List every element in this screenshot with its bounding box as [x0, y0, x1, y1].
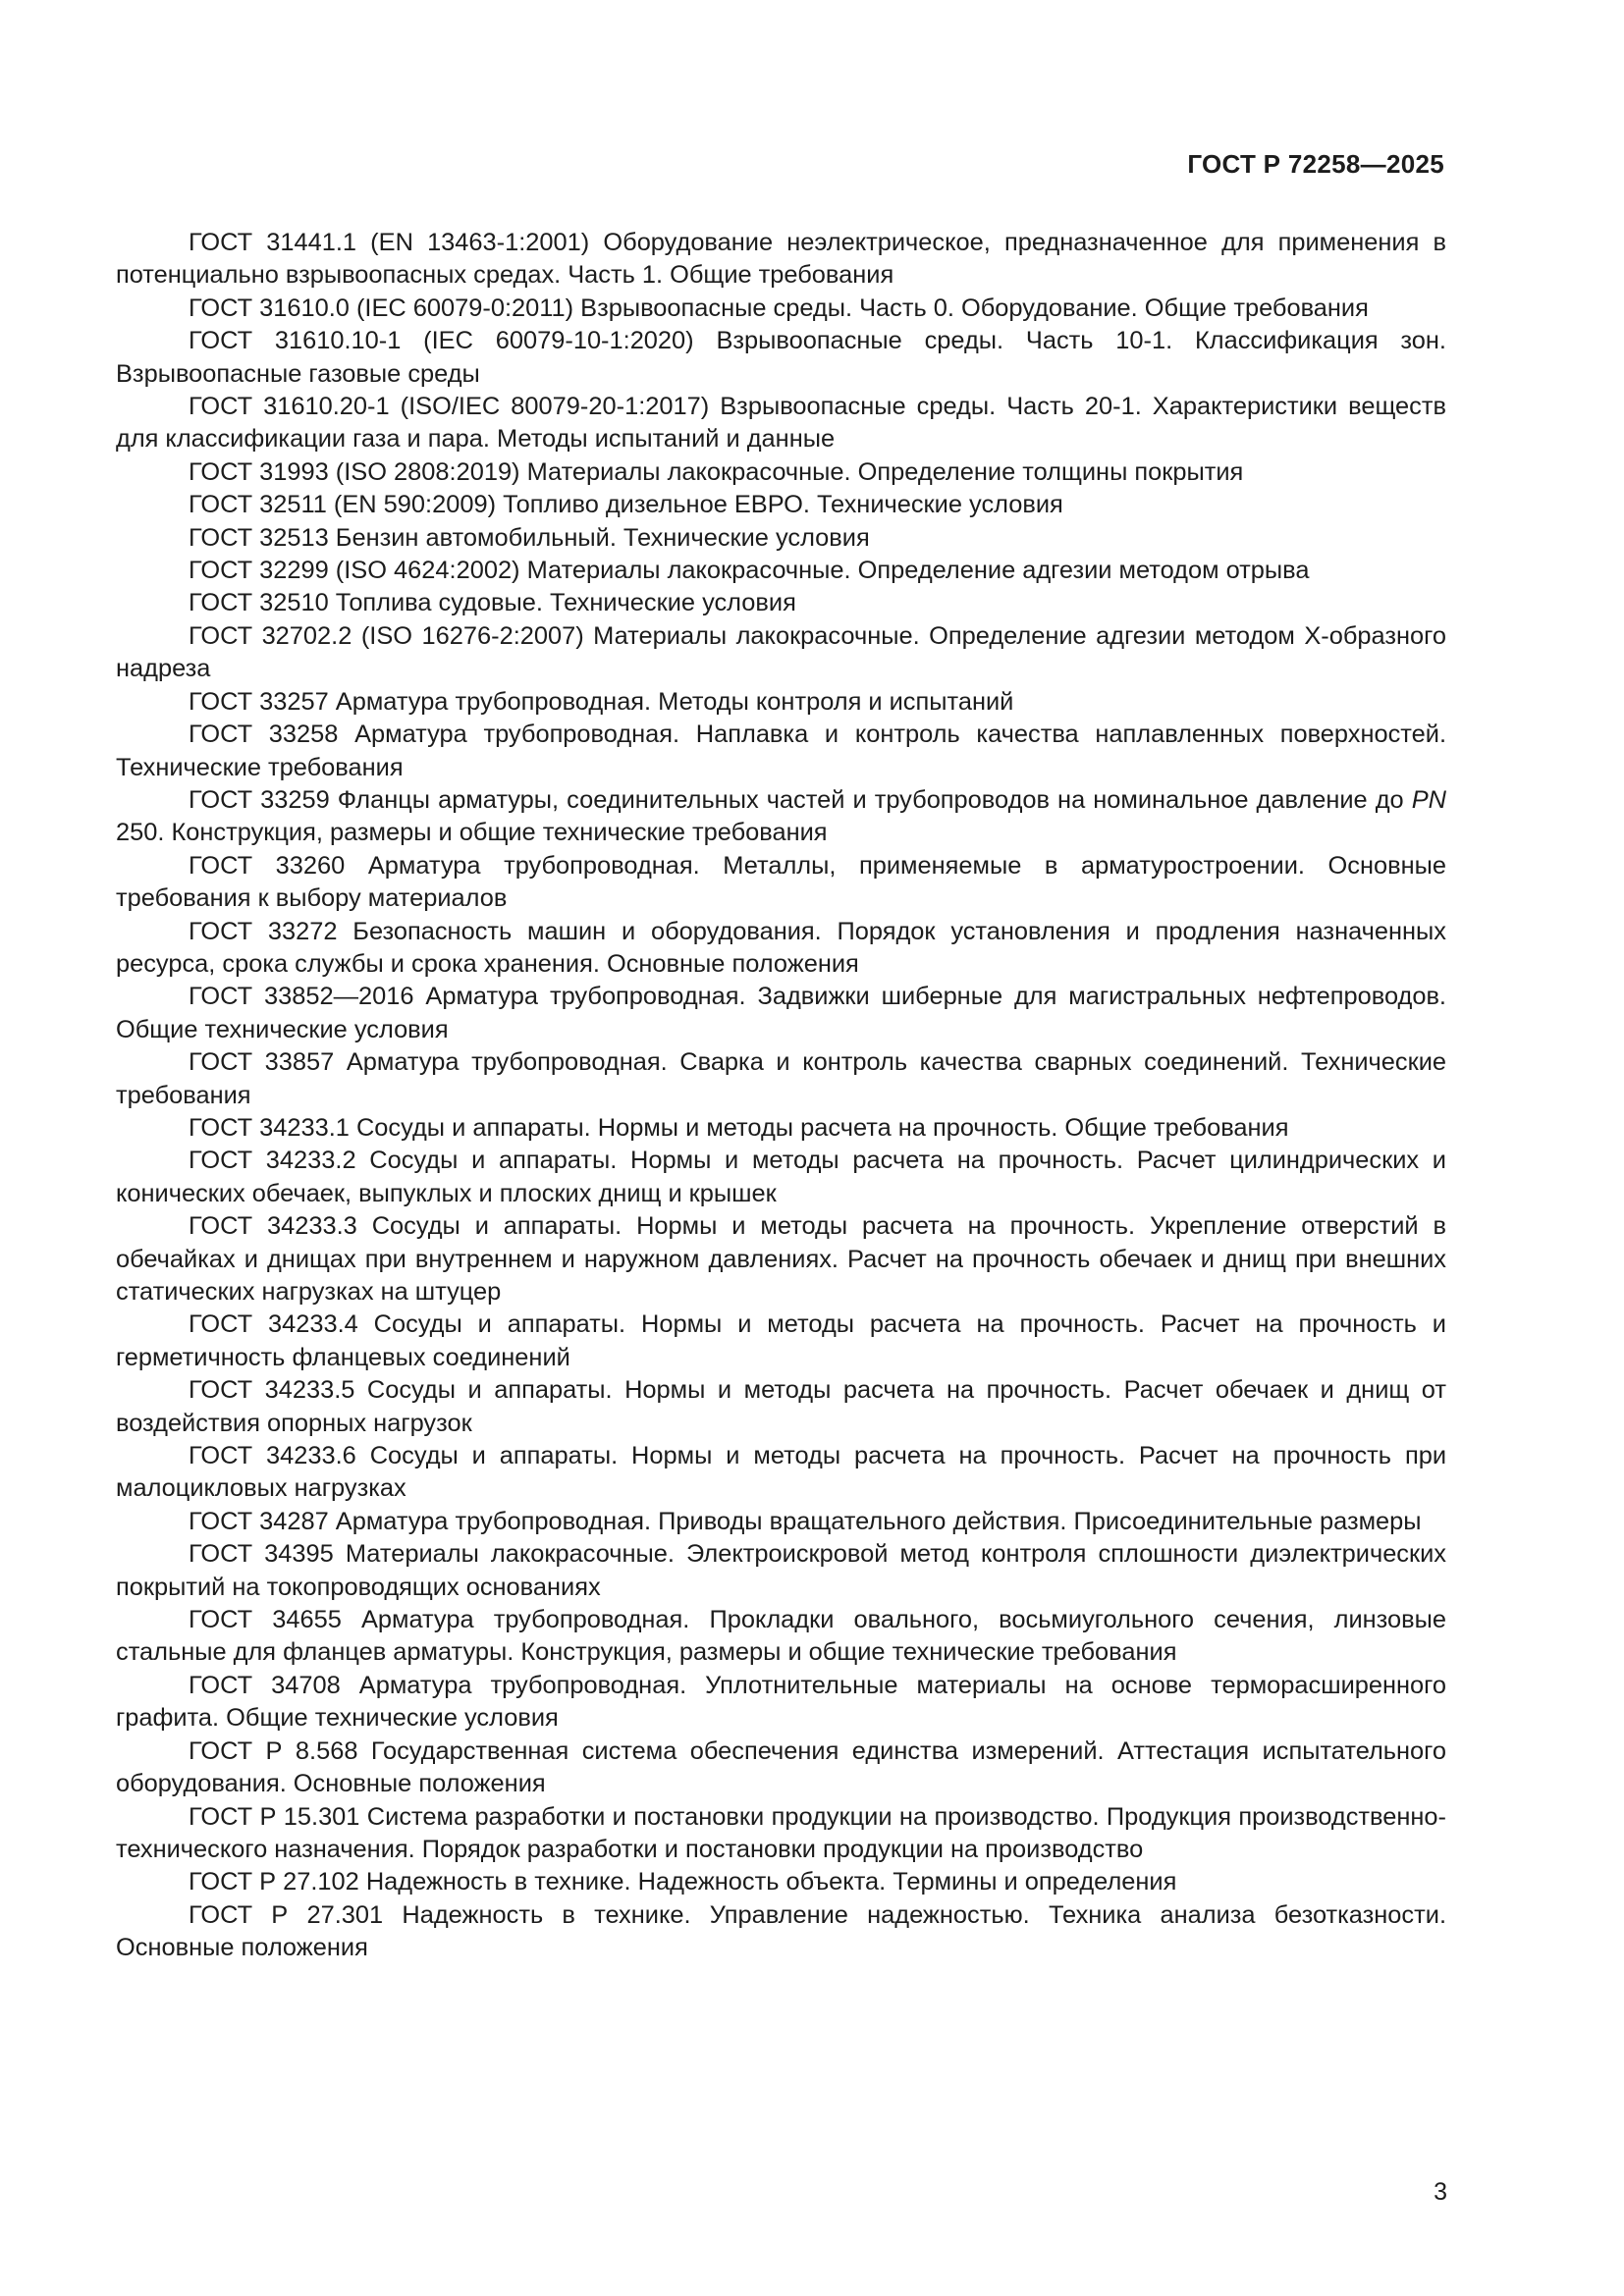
reference-entry: ГОСТ 33260 Арматура трубопроводная. Металлы, применяемые в арматуростроении. Основные требования к выбору материалов [116, 851, 1446, 913]
reference-entry: ГОСТ 34233.5 Сосуды и аппараты. Нормы и методы расчета на прочность. Расчет обечаек и днищ от воздействия опорных нагрузок [116, 1376, 1446, 1437]
reference-entry: ГОСТ Р 15.301 Система разработки и постановки продукции на производство. Продукция производственно-технического назначения. Порядок разработки и постановки продукции на производство [116, 1802, 1446, 1863]
reference-entry: ГОСТ 33857 Арматура трубопроводная. Сварка и контроль качества сварных соединений. Технические требования [116, 1048, 1446, 1109]
reference-entry: ГОСТ 34233.6 Сосуды и аппараты. Нормы и методы расчета на прочность. Расчет на прочность при малоцикловых нагрузках [116, 1442, 1446, 1503]
reference-entry: ГОСТ 32702.2 (ISO 16276-2:2007) Материалы лакокрасочные. Определение адгезии методом Х-образного надреза [116, 621, 1446, 683]
reference-entry: ГОСТ 34655 Арматура трубопроводная. Прокладки овального, восьмиугольного сечения, линзовые стальные для фланцев арматуры. Конструкция, размеры и общие технические требования [116, 1606, 1446, 1667]
normative-references-list [116, 227, 1446, 1965]
pressure-designation: PN [1411, 785, 1446, 814]
reference-entry: ГОСТ 34233.1 Сосуды и аппараты. Нормы и методы расчета на прочность. Общие требования [189, 1113, 1289, 1142]
reference-entry: ГОСТ 33852—2016 Арматура трубопроводная. Задвижки шиберные для магистральных нефтепроводов. Общие технические условия [116, 983, 1446, 1043]
reference-entry: ГОСТ 31610.10-1 (IEC 60079-10-1:2020) Взрывоопасные среды. Часть 10-1. Классификация зон. Взрывоопасные газовые среды [116, 327, 1446, 388]
reference-entry: ГОСТ 32299 (ISO 4624:2002) Материалы лакокрасочные. Определение адгезии методом отрыва [189, 557, 1310, 585]
page-number: 3 [1434, 2178, 1447, 2206]
reference-entry: ГОСТ 31610.20-1 (ISO/IEC 80079-20-1:2017) Взрывоопасные среды. Часть 20-1. Характеристики веществ для классификации газа и пара. Методы испытаний и данные [116, 393, 1446, 454]
reference-entry: ГОСТ 31993 (ISO 2808:2019) Материалы лакокрасочные. Определение толщины покрытия [189, 457, 1244, 486]
reference-text-part: ГОСТ 33259 Фланцы арматуры, соединительных частей и трубопроводов на номинальное давление до [189, 785, 1412, 814]
reference-entry: ГОСТ 33272 Безопасность машин и оборудования. Порядок установления и продления назначенных ресурса, срока службы и срока хранения. Основные положения [116, 917, 1446, 978]
reference-entry: ГОСТ 32513 Бензин автомобильный. Технические условия [189, 523, 870, 552]
reference-entry: ГОСТ 34233.3 Сосуды и аппараты. Нормы и методы расчета на прочность. Укрепление отверстий в обечайках и днищах при внутреннем и наружном давлениях. Расчет на прочность обечаек и днищ при внешних статических нагрузках на штуцер [116, 1212, 1446, 1306]
reference-entry: ГОСТ 34708 Арматура трубопроводная. Уплотнительные материалы на основе терморасширенного графита. Общие технические условия [116, 1671, 1446, 1733]
reference-entry [116, 784, 1446, 850]
reference-entry: ГОСТ 33257 Арматура трубопроводная. Методы контроля и испытаний [189, 687, 1014, 716]
reference-entry: ГОСТ Р 8.568 Государственная система обеспечения единства измерений. Аттестация испытательного оборудования. Основные положения [116, 1736, 1446, 1798]
reference-entry: ГОСТ 34233.4 Сосуды и аппараты. Нормы и методы расчета на прочность. Расчет на прочность и герметичность фланцевых соединений [116, 1310, 1446, 1371]
reference-entry: ГОСТ 32510 Топлива судовые. Технические условия [189, 589, 796, 617]
reference-text-part: 250. Конструкция, размеры и общие технические требования [116, 819, 828, 847]
reference-entry: ГОСТ 31441.1 (EN 13463-1:2001) Оборудование неэлектрическое, предназначенное для применения в потенциально взрывоопасных средах. Часть 1. Общие требования [116, 229, 1446, 290]
reference-entry: ГОСТ Р 27.301 Надежность в технике. Управление надежностью. Техника анализа безотказности. Основные положения [116, 1900, 1446, 1962]
reference-entry: ГОСТ 33258 Арматура трубопроводная. Наплавка и контроль качества наплавленных поверхностей. Технические требования [116, 721, 1446, 781]
document-header: ГОСТ Р 72258—2025 [1187, 149, 1444, 179]
reference-entry: ГОСТ 34395 Материалы лакокрасочные. Электроискровой метод контроля сплошности диэлектрических покрытий на токопроводящих основаниях [116, 1540, 1446, 1601]
reference-entry: ГОСТ 31610.0 (IEC 60079-0:2011) Взрывоопасные среды. Часть 0. Оборудование. Общие требования [189, 294, 1369, 322]
reference-entry: ГОСТ 32511 (EN 590:2009) Топливо дизельное ЕВРО. Технические условия [189, 491, 1063, 519]
reference-entry: ГОСТ 34233.2 Сосуды и аппараты. Нормы и методы расчета на прочность. Расчет цилиндрических и конических обечаек, выпуклых и плоских днищ и крышек [116, 1147, 1446, 1207]
reference-entry: ГОСТ Р 27.102 Надежность в технике. Надежность объекта. Термины и определения [189, 1868, 1177, 1896]
reference-entry: ГОСТ 34287 Арматура трубопроводная. Приводы вращательного действия. Присоединительные размеры [189, 1507, 1422, 1535]
